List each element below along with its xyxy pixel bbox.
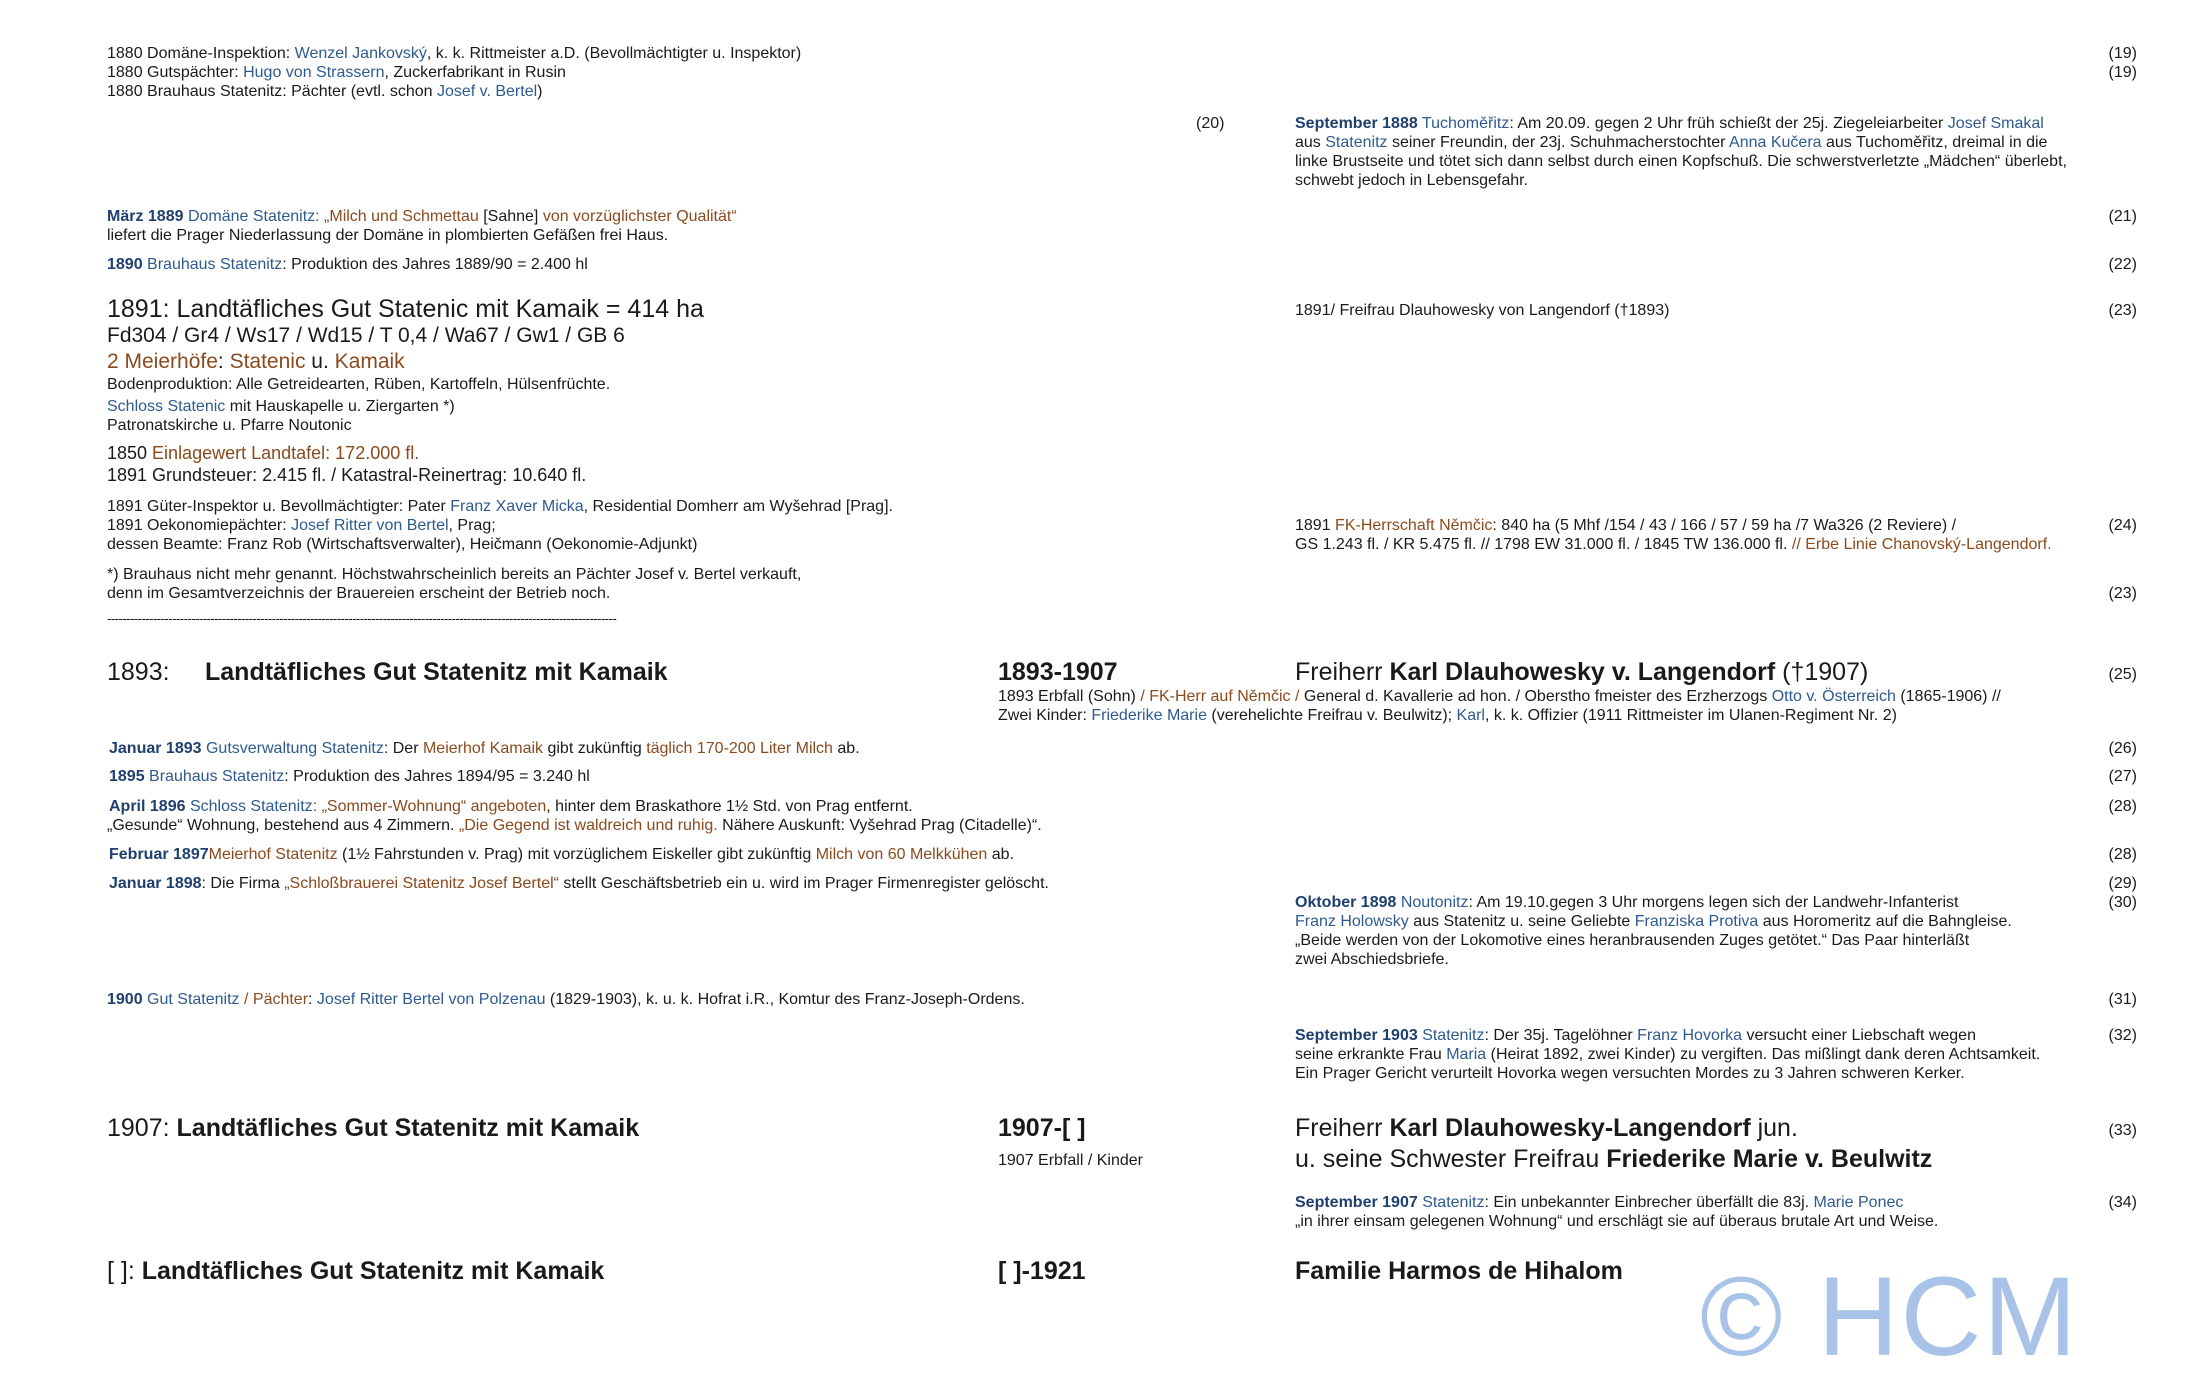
text: , Prag; <box>448 517 496 534</box>
quote: „Die Gegend ist waldreich und ruhig. <box>458 817 718 834</box>
entry-feb-1897 <box>109 845 1014 864</box>
grundsteuer: 1891 Grundsteuer: 2.415 fl. / Katastral-Reinertrag: 10.640 fl. <box>107 465 587 485</box>
person-link[interactable]: Josef v. Bertel <box>436 83 538 100</box>
ref-number: (19) <box>2108 45 2137 62</box>
text: : <box>217 350 230 373</box>
estate-title: Landtäfliches Gut Statenitz mit Kamaik <box>141 1257 605 1285</box>
owner-1893 <box>1295 657 1868 687</box>
period-1907: 1907-[ ] <box>998 1114 1086 1142</box>
entry-oct-1898-line3: „Beide werden von der Lokomotive eines heranbrausenden Zuges getötet.“ Das Paar hinterläßt <box>1295 932 1970 949</box>
ref-number: (27) <box>2108 768 2137 785</box>
person-link[interactable]: Friederike Marie <box>1091 707 1207 724</box>
estate-header-1907 <box>107 1113 639 1143</box>
text: Pächter <box>252 991 309 1008</box>
patronat: Patronatskirche u. Pfarre Noutonic <box>107 417 352 434</box>
text: „Gesunde“ Wohnung, bestehend aus 4 Zimmern. <box>107 817 459 834</box>
text: 1891 Güter-Inspektor u. Bevollmächtigter: Pater <box>107 498 451 515</box>
owner-last: Familie Harmos de Hihalom <box>1295 1257 1623 1285</box>
text: aus Tuchoměřitz, dreimal in die <box>1821 134 2048 151</box>
place-link[interactable]: Schloss Statenitz <box>189 798 313 815</box>
owner-1907-line2 <box>1295 1144 1932 1174</box>
person-name: Friederike Marie v. Beulwitz <box>1606 1145 1933 1173</box>
person-link[interactable]: Franz Holowsky <box>1295 913 1409 930</box>
entry-mar-1889-line2: liefert die Prager Niederlassung der Domäne in plombierten Gefäßen frei Haus. <box>107 227 669 244</box>
text: : Am 19.10.gegen 3 Uhr morgens legen sich der Landwehr-Infanterist <box>1468 894 1959 911</box>
text: , Residential Domherr am Wyšehrad [Prag]. <box>583 498 893 515</box>
beamte: dessen Beamte: Franz Rob (Wirtschaftsverwalter), Heičmann (Oekonomie-Adjunkt) <box>107 536 698 553</box>
divider-dashes: ------------------------------------------------------------------------------------------------------------------------------------- <box>107 611 617 626</box>
fk-herrschaft-line2 <box>1295 535 2052 554</box>
copyright-watermark: © HCM <box>1700 1254 2079 1379</box>
footnote-line2: denn im Gesamtverzeichnis der Brauereien erscheint der Betrieb noch. <box>107 585 611 602</box>
ref-number: (22) <box>2108 256 2137 273</box>
entry-1890 <box>107 255 588 274</box>
entry-1895 <box>109 767 590 786</box>
text: (†1907) <box>1775 658 1869 686</box>
date: 1895 <box>109 768 145 785</box>
text: 1880 Gutspächter: <box>107 64 244 81</box>
date: Februar 1897 <box>109 846 209 863</box>
entry-1880-tenant <box>107 63 566 82</box>
person-link[interactable]: Josef Ritter Bertel von Polzenau <box>316 991 546 1008</box>
place-link[interactable]: Statenitz <box>1422 1194 1485 1211</box>
ref-number: (29) <box>2108 875 2137 892</box>
text: (1829-1903), k. u. k. Hofrat i.R., Komtur des Franz-Joseph-Ordens. <box>545 991 1025 1008</box>
text: [Sahne] <box>478 208 543 225</box>
ref-number: (23) <box>2108 585 2137 602</box>
fk-herrschaft <box>1295 516 1956 535</box>
person-name: Karl Dlauhowesky v. Langendorf <box>1389 658 1776 686</box>
place-link[interactable]: Brauhaus Statenitz <box>149 768 285 785</box>
place-link[interactable]: Statenic <box>229 350 306 373</box>
text: versucht einer Liebschaft wegen <box>1742 1027 1976 1044</box>
text: 1891 <box>1295 517 1336 534</box>
text: : Der 35j. Tagelöhner <box>1484 1027 1638 1044</box>
date: Oktober 1898 <box>1295 894 1397 911</box>
value: Einlagewert Landtafel: 172.000 fl. <box>152 443 420 463</box>
text: ) <box>537 83 543 100</box>
text: , hinter dem Braskathore 1½ Std. von Prag entfernt. <box>546 798 913 815</box>
estate-title-1893: Landtäfliches Gut Statenitz mit Kamaik <box>205 658 668 686</box>
text: (Heirat 1892, zwei Kinder) zu vergiften. Das mißlingt dank deren Achtsamkeit. <box>1486 1046 2041 1063</box>
entry-jan-1898 <box>109 874 1049 893</box>
year-label-1893: 1893: <box>107 658 170 686</box>
text: ab. <box>832 740 860 757</box>
text: aus Horomeritz auf die Bahngleise. <box>1758 913 2012 930</box>
quote: : „Sommer-Wohnung“ angeboten <box>312 798 547 815</box>
ref-number: (21) <box>2108 208 2137 225</box>
entry-oct-1898-line2 <box>1295 912 2012 931</box>
estate-header-last <box>107 1256 604 1286</box>
estate-title: Landtäfliches Gut Statenitz mit Kamaik <box>176 1114 640 1142</box>
schloss-line <box>107 397 455 416</box>
ref-number: (19) <box>2108 64 2137 81</box>
firm-name: „Schloßbrauerei Statenitz Josef Bertel“ <box>284 875 559 892</box>
text: Nähere Auskunft: Vyšehrad Prag (Citadelle)“. <box>717 817 1042 834</box>
text: : Produktion des Jahres 1889/90 = 2.400 hl <box>282 256 588 273</box>
person-link[interactable]: Hugo von Strassern <box>243 64 385 81</box>
text: u. <box>305 350 335 373</box>
entry-jan-1893 <box>109 739 860 758</box>
text: gibt zukünftig <box>543 740 647 757</box>
meierhoefe <box>107 349 405 374</box>
entry-sep-1888-line2 <box>1295 133 2047 152</box>
place-link[interactable]: Noutonitz <box>1400 894 1469 911</box>
person-name: Karl Dlauhowesky-Langendorf <box>1389 1114 1751 1142</box>
place-link[interactable]: Kamaik <box>334 350 405 373</box>
value: Milch von 60 Melkkühen <box>815 846 988 863</box>
date: Januar 1898 <box>109 875 202 892</box>
text: Freiherr <box>1295 658 1390 686</box>
person-link[interactable]: Franziska Protiva <box>1634 913 1759 930</box>
text: , k. k. Rittmeister a.D. (Bevollmächtigter u. Inspektor) <box>426 45 802 62</box>
person-link[interactable]: Otto v. Österreich <box>1771 688 1896 705</box>
date: September 1903 <box>1295 1027 1418 1044</box>
text: Freiherr <box>1295 1114 1390 1142</box>
person-link[interactable]: Maria <box>1446 1046 1487 1063</box>
entry-apr-1896 <box>109 797 913 816</box>
entry-1880-inspection <box>107 44 801 63</box>
person-link[interactable]: Marie Ponec <box>1813 1194 1904 1211</box>
text: u. seine Schwester Freifrau <box>1295 1145 1607 1173</box>
entry-1900 <box>107 990 1025 1009</box>
text: 2 Meierhöfe <box>107 350 218 373</box>
ref-number: (32) <box>2108 1027 2137 1044</box>
ref-number: (28) <box>2108 798 2137 815</box>
entry-sep-1888-line3: linke Brustseite und tötet sich dann selbst durch einen Kopfschuß. Die schwerstverletzte „Mädchen“ überlebt, <box>1295 153 2067 170</box>
text: 1891 Oekonomiepächter: <box>107 517 292 534</box>
place-link[interactable]: Brauhaus Statenitz <box>147 256 283 273</box>
place-link[interactable]: Meierhof Statenitz <box>208 846 338 863</box>
place-link[interactable]: FK-Herrschaft Němčic <box>1335 517 1493 534</box>
text: , Zuckerfabrikant in Rusin <box>384 64 566 81</box>
entry-sep-1903-line3: Ein Prager Gericht verurteilt Hovorka wegen versuchten Mordes zu 3 Jahren schweren Kerker. <box>1295 1065 1965 1082</box>
period-1907-sub: 1907 Erbfall / Kinder <box>998 1152 1143 1169</box>
place-link[interactable]: Tuchoměřitz <box>1421 115 1510 132</box>
person-link[interactable]: Franz Xaver Micka <box>450 498 584 515</box>
bodenproduktion: Bodenproduktion: Alle Getreidearten, Rüben, Kartoffeln, Hülsenfrüchte. <box>107 376 611 393</box>
text: seiner Freundin, der 23j. Schuhmacherstochter <box>1387 134 1730 151</box>
person-link[interactable]: Franz Hovorka <box>1637 1027 1743 1044</box>
entry-mar-1889 <box>107 207 737 226</box>
date: 1900 <box>107 991 143 1008</box>
place-link[interactable]: Gut Statenitz <box>147 991 240 1008</box>
estate-title-1891: 1891: Landtäfliches Gut Statenic mit Kamaik = 414 ha <box>107 295 704 323</box>
text: 1893 Erbfall (Sohn) <box>998 688 1141 705</box>
text: 1880 Domäne-Inspektion: <box>107 45 295 62</box>
entry-sep-1888 <box>1295 114 2044 133</box>
value: täglich 170-200 Liter Milch <box>646 740 833 757</box>
ref-number: (30) <box>2108 894 2137 911</box>
text: : Am 20.09. gegen 2 Uhr früh schießt der 25j. Ziegeleiarbeiter <box>1509 115 1948 132</box>
year-label: [ ]: <box>107 1257 142 1285</box>
text: (verehelichte Freifrau v. Beulwitz); <box>1206 707 1457 724</box>
owner-1893-children <box>998 706 1897 725</box>
entry-oct-1898 <box>1295 893 1959 912</box>
ref-number: (23) <box>2108 302 2137 319</box>
entry-sep-1907-line2: „in ihrer einsam gelegenen Wohnung“ und erschlägt sie auf überaus brutale Art und Weise. <box>1295 1213 1939 1230</box>
date: April 1896 <box>109 798 186 815</box>
entry-oct-1898-line4: zwei Abschiedsbriefe. <box>1295 951 1449 968</box>
ref-number: (24) <box>2108 517 2137 534</box>
text: Zwei Kinder: <box>998 707 1092 724</box>
ref-number: (34) <box>2108 1194 2137 1211</box>
ref-number: (28) <box>2108 846 2137 863</box>
text: , k. k. Offizier (1911 Rittmeister im Ulanen-Regiment Nr. 2) <box>1484 707 1897 724</box>
text: General d. Kavallerie ad hon. / Oberstho fmeister des Erzherzogs <box>1299 688 1772 705</box>
text: GS 1.243 fl. / KR 5.475 fl. // 1798 EW 31.000 fl. / 1845 TW 136.000 fl. <box>1295 536 1792 553</box>
owner-1891: 1891/ Freifrau Dlauhowesky von Langendorf (†1893) <box>1295 302 1670 319</box>
einlagewert <box>107 443 419 465</box>
entry-sep-1903-line2 <box>1295 1045 2040 1064</box>
text: : Ein unbekannter Einbrecher überfällt die 83j. <box>1484 1194 1814 1211</box>
text: (1865-1906) // <box>1895 688 2001 705</box>
entry-apr-1896-line2 <box>107 816 1042 835</box>
person-link[interactable]: Anna Kučera <box>1729 134 1822 151</box>
text: : <box>308 991 317 1008</box>
person-link[interactable]: Josef Ritter von Bertel <box>291 517 449 534</box>
date: September 1907 <box>1295 1194 1418 1211</box>
text: : 840 ha (5 Mhf /154 / 43 / 166 / 57 / 59 ha /7 Wa326 (2 Reviere) / <box>1492 517 1957 534</box>
text: stellt Geschäftsbetrieb ein u. wird im Prager Firmenregister gelöscht. <box>558 875 1049 892</box>
date: Januar 1893 <box>109 740 202 757</box>
owner-1893-detail <box>998 687 2001 706</box>
text: seine erkrankte Frau <box>1295 1046 1447 1063</box>
text: aus <box>1295 134 1326 151</box>
person-link[interactable]: Wenzel Jankovský <box>294 45 427 62</box>
place-link[interactable]: Gutsverwaltung Statenitz <box>205 740 384 757</box>
date: 1890 <box>107 256 143 273</box>
text: : Der <box>383 740 423 757</box>
ref-number: (31) <box>2108 991 2137 1008</box>
place-link[interactable]: Statenitz <box>1325 134 1388 151</box>
place-link[interactable]: / FK-Herr auf Němčic / <box>1140 688 1300 705</box>
owner-1907 <box>1295 1113 1798 1143</box>
entry-1880-brewery <box>107 82 542 101</box>
ref-number: (25) <box>2108 666 2137 683</box>
ref-number: (26) <box>2108 740 2137 757</box>
quote: von vorzüglichster Qualität“ <box>542 208 737 225</box>
footnote-line1: *) Brauhaus nicht mehr genannt. Höchstwahrscheinlich bereits an Pächter Josef v. Bertel verkauft, <box>107 566 802 583</box>
place-link[interactable]: Schloss Statenic <box>107 398 226 415</box>
text: ab. <box>987 846 1015 863</box>
entry-sep-1907 <box>1295 1193 1903 1212</box>
period-1893-1907: 1893-1907 <box>998 658 1118 686</box>
date: September 1888 <box>1295 115 1418 132</box>
gueter-inspektor <box>107 497 893 516</box>
person-link[interactable]: Karl <box>1456 707 1485 724</box>
quote: : „Milch und Schmettau <box>315 208 479 225</box>
entry-sep-1888-line4: schwebt jedoch in Lebensgefahr. <box>1295 172 1529 189</box>
text: jun. <box>1750 1114 1798 1142</box>
land-codes: Fd304 / Gr4 / Ws17 / Wd15 / T 0,4 / Wa67 / Gw1 / GB 6 <box>107 324 625 347</box>
text: : Die Firma <box>201 875 285 892</box>
text: mit Hauskapelle u. Ziergarten *) <box>225 398 455 415</box>
text: (1½ Fahrstunden v. Prag) mit vorzüglichem Eiskeller gibt zukünftig <box>337 846 816 863</box>
place-link[interactable]: Domäne Statenitz <box>187 208 316 225</box>
text: / <box>239 991 253 1008</box>
place-link[interactable]: Meierhof Kamaik <box>422 740 544 757</box>
text: aus Statenitz u. seine Geliebte <box>1408 913 1635 930</box>
text: 1850 <box>107 443 153 463</box>
text: : Produktion des Jahres 1894/95 = 3.240 hl <box>284 768 590 785</box>
date: März 1889 <box>107 208 184 225</box>
text: 1880 Brauhaus Statenitz: Pächter (evtl. schon <box>107 83 437 100</box>
entry-sep-1903 <box>1295 1026 1976 1045</box>
person-link[interactable]: Josef Smakal <box>1947 115 2044 132</box>
ref-number: (33) <box>2108 1122 2137 1139</box>
place-link[interactable]: Statenitz <box>1422 1027 1485 1044</box>
period-last: [ ]-1921 <box>998 1257 1086 1285</box>
text: // Erbe Linie Chanovský-Langendorf. <box>1791 536 2052 553</box>
ref-number: (20) <box>1196 115 1225 132</box>
oekonomiepaechter <box>107 516 496 535</box>
year-label: 1907: <box>107 1114 177 1142</box>
